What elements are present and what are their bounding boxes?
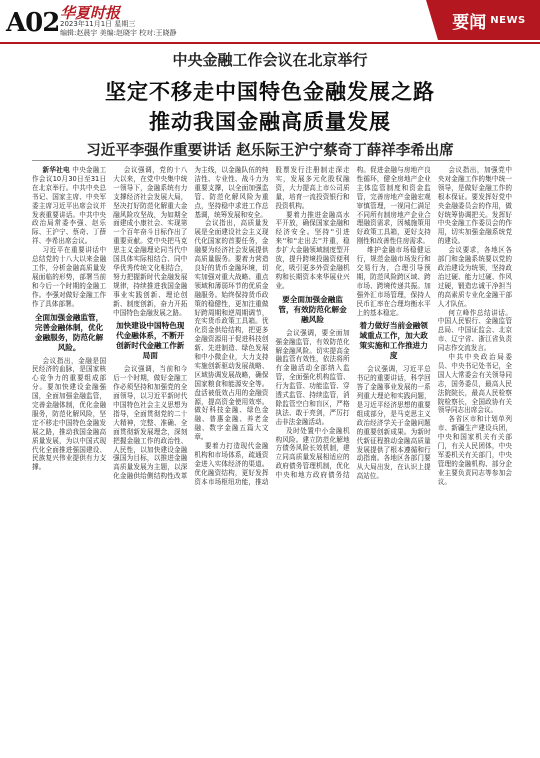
- section-banner-notch: [426, 0, 438, 40]
- section-subheading-1: 加快建设中国特色现代金融体系，不断开创新时代金融工作新局面: [116, 321, 185, 361]
- editor-credits: 编辑:赵晨宇 美编:赵晓宇 校对:王晓静: [60, 29, 177, 37]
- paragraph: 会议指出，加强党中央对金融工作的集中统一领导，是做好金融工作的根本保证。要发挥好党中央金融委员会的作用，做好统筹协调把关。发挥好中央金融工作委员会的作用，切实加强金融系统党的建设。: [437, 166, 512, 246]
- paragraph: 会议强调，当前和今后一个时期，做好金融工作必须坚持和加强党的全面领导，以习近平新时代中国特色社会主义思想为指导，全面贯彻党的二十大精神，完整、准确、全面贯彻新发展理念，深刻把握金融工作的政治性、人民性，以加快建设金融强国为目标，以推进金融高质量发展为主题，以深化金融供给侧结构性改革为主线，以金融队伍的纯洁性、专业性、战斗力为重要支撑，以全面加强监管、防范化解风险为重点，坚持稳中求进工作总基调，统筹发展和安全。: [113, 166, 269, 481]
- paragraph: 要着力打造现代金融机构和市场体系，疏通资金进入实体经济的渠道。优化融资结构，更好发挥资本市场枢纽功能，推动股票发行注册制走深走实，发展多元化股权融资，大力提高上市公司质量，培育一流投资银行和投资机构。: [194, 166, 350, 486]
- paragraph: 会议强调，党的十八大以来，在党中央集中统一领导下，金融系统有力支撑经济社会发展大局，坚决打好防范化解重大金融风险攻坚战，为如期全面建成小康社会、实现第一个百年奋斗目标作出了重要贡献。党中央把马克思主义金融理论同当代中国具体实际相结合、同中华优秀传统文化相结合，努力把握新时代金融发展规律，持续推进我国金融事业实践创新、理论创新、制度创新，奋力开拓中国特色金融发展之路。: [113, 166, 188, 317]
- paragraph: 会议强调，要全面加强金融监管，有效防范化解金融风险。切实提高金融监管有效性，依法将所有金融活动全部纳入监管，全面强化机构监管、行为监管、功能监管、穿透式监管、持续监管，消除监管空白和盲区，严格执法、敢于亮剑，严厉打击非法金融活动。: [275, 328, 350, 426]
- paragraph: 会议强调，习近平总书记的重要讲话，科学回答了金融事业发展的一系列重大理论和实践问题，是习近平经济思想的重要组成部分，是马克思主义政治经济学关于金融问题的重要创新成果。为新时代新征程推动金融高质量发展提供了根本遵循和行动指南。各地区各部门要从大局出发，在认识上提高站位。: [356, 365, 431, 481]
- paragraph: 中共中央政治局委员、中央书记处书记，全国人大常委会有关领导同志，国务委员，最高人民法院院长，最高人民检察院检察长，全国政协有关领导同志出席会议。: [437, 353, 512, 415]
- paragraph: 及时处置中小金融机构风险。建立防范化解地方债务风险长效机制，建立同高质量发展相适应的政府债务管理机制，优化中央和地方政府债务结构。促进金融与房地产良性循环，健全房地产企业主体监管制度和资金监管，完善房地产金融宏观审慎管理，一视同仁满足不同所有制房地产企业合理融资需求，因城施策用好政策工具箱，更好支持刚性和改善性住房需求。: [275, 166, 431, 480]
- paragraph: 各省区市和计划单列市、新疆生产建设兵团，中央和国家机关有关部门，有关人民团体，中央军委机关有关部门，中央管理的金融机构、部分企业主要负责同志等参加会议。: [437, 415, 512, 486]
- paragraph: 会议要求，各地区各部门和金融系统要以党的政治建设为统领，坚持政治过硬、能力过硬、作风过硬，锻造忠诚干净担当的高素质专业化金融干部人才队伍。: [437, 246, 512, 308]
- newspaper-masthead: [0, 0, 540, 44]
- article-kicker: 中央金融工作会议在北京举行: [172, 51, 368, 69]
- paragraph: 何立峰作总结讲话。中国人民银行、金融监管总局、中国证监会、北京市、辽宁省、浙江省负责同志作交流发言。: [437, 308, 512, 353]
- article-body: [32, 166, 512, 750]
- paragraph-text: 中央金融工作会议10月30日至31日在北京举行。中共中央总书记、国家主席、中央军委主席习近平出席会议并发表重要讲话。中共中央政治局常委李强、赵乐际、王沪宁、蔡奇、丁薛祥、李希出席会议。: [32, 166, 107, 246]
- section-subheading-3: 着力做好当前金融领域重点工作，加大政策实施和工作推进力度: [359, 321, 428, 361]
- article-subhead: 习近平李强作重要讲话 赵乐际王沪宁蔡奇丁薛祥李希出席: [86, 143, 454, 159]
- paragraph: 会议指出，高质量发展是全面建设社会主义现代化国家的首要任务，金融要为经济社会发展提供高质量服务。要着力营造良好的货币金融环境，切实加强对重大战略、重点领域和薄弱环节的优质金融服务。始终保持货币政策的稳健性，更加注重做好跨周期和逆周期调节，充实货币政策工具箱。优化资金供给结构，把更多金融资源用于促进科技创新、先进制造、绿色发展和中小微企业，大力支持实施创新驱动发展战略、区域协调发展战略，确保国家粮食和能源安全等。盘活被低效占用的金融资源，提高资金使用效率。做好科技金融、绿色金融、普惠金融、养老金融、数字金融五篇大文章。: [194, 219, 269, 442]
- page-number: A02: [6, 8, 60, 38]
- paragraph: 要着力推进金融高水平开放，确保国家金融和经济安全。坚持''引进来''和''走出去''并重，稳步扩大金融领域制度型开放，提升跨境投融资便利化，吸引更多外资金融机构和长期资本来华展业兴业。: [275, 210, 350, 290]
- section-title-en: NEWS: [490, 14, 526, 26]
- section-title-cn: 要闻: [452, 12, 487, 33]
- paragraph: 习近平在重要讲话中总结党的十八大以来金融工作，分析金融高质量发展面临的形势，部署当前和今后一个时期的金融工作。李强对做好金融工作作了具体部署。: [32, 246, 107, 308]
- headline-line-2: 推动我国金融高质量发展: [149, 110, 391, 134]
- newspaper-logo: 华夏时报: [60, 4, 121, 22]
- lead-paragraph: [32, 166, 106, 246]
- paragraph: 维护金融市场稳健运行，规范金融市场发行和交易行为，合理引导预期，防范风险跨区域、跨市场、跨境传递共振。加强外汇市场管理，保持人民币汇率在合理均衡水平上的基本稳定。: [356, 246, 431, 317]
- lead-tag: 新华社电: [42, 166, 70, 174]
- headline-divider: [32, 160, 510, 161]
- section-subheading-2: 要全面加强金融监管，有效防范化解金融风险: [278, 294, 347, 324]
- issue-date: 2023年11月1日 星期三: [60, 20, 136, 28]
- pull-heading: 全面加强金融监管，完善金融体制，优化金融服务，防范化解风险。: [34, 312, 104, 352]
- paragraph: 会议指出，金融是国民经济的血脉，是国家核心竞争力的重要组成部分。要加快建设金融强国，全面加强金融监管，完善金融体制，优化金融服务，防范化解风险，坚定不移走中国特色金融发展之路，推动我国金融高质量发展，为以中国式现代化全面推进强国建设、民族复兴伟业提供有力支撑。: [32, 356, 107, 472]
- headline-line-1: 坚定不移走中国特色金融发展之路: [105, 80, 435, 104]
- section-banner: [438, 0, 540, 40]
